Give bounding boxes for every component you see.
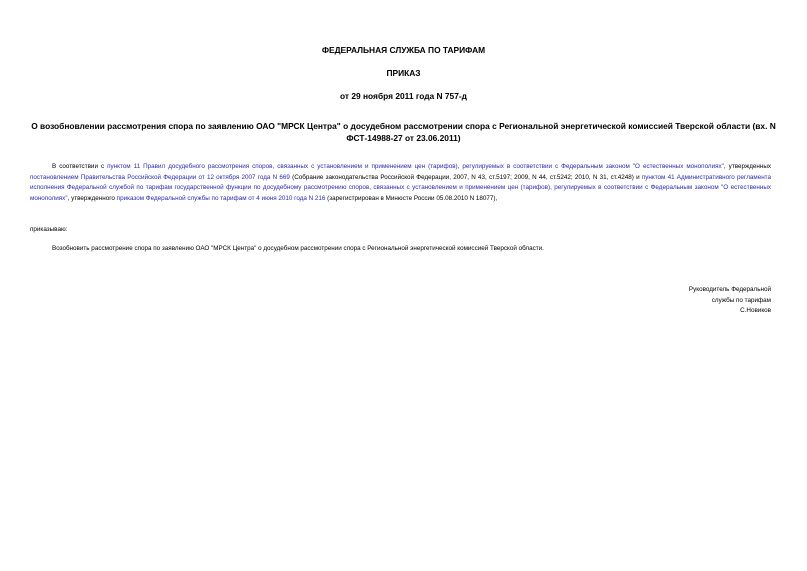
- preamble-text-4: , утвержденного: [67, 194, 117, 202]
- link-rules-clause-11[interactable]: пунктом 11 Правил досудебного рассмотрения споров, связанных с установлением и применением цен (тарифов), регулируемых в соответствии с Федеральным законом "О естественных монополиях": [107, 163, 724, 170]
- signatory-name: С.Новиков: [740, 307, 771, 314]
- signature-position-line-1: Руководитель Федеральной: [688, 286, 771, 293]
- preamble-text-5: (зарегистрирован в Минюсте России 05.08.2010 N 18077),: [325, 194, 498, 202]
- link-order-216[interactable]: приказом Федеральной службы по тарифам от 4 июня 2010 года N 216: [116, 194, 326, 202]
- document-type: ПРИКАЗ: [386, 68, 421, 78]
- preamble-text-3: (Собрание законодательства Российской Федерации, 2007, N 43, ст.5197; 2009, N 44, ст.5242; 2010, N 31, ст.4248) и: [289, 173, 642, 181]
- link-regulation-clause-41[interactable]: пунктом 41 Административного регламента исполнения Федеральной службой по тарифам государственной функции по досудебному рассмотрению споров, связанных с установлением и применением цен (тарифов), регулируемых в соответствии с Федеральным законом "О естественных монополиях": [30, 173, 771, 202]
- document-title: О возобновлении рассмотрения спора по заявлению ОАО "МРСК Центра" о досудебном рассмотрении спора с Региональной энергетической комиссией Тверской области (вх. N ФСТ-14988-27 от 23.06.2011): [31, 121, 776, 143]
- decree-word: приказываю:: [30, 226, 68, 233]
- preamble-text-2: , утвержденных: [723, 163, 771, 170]
- preamble-paragraph: [30, 162, 771, 204]
- resolution-paragraph: Возобновить рассмотрение спора по заявлению ОАО "МРСК Центра" о досудебном рассмотрении спора с Региональной энергетической комиссией Тверской области.: [52, 245, 544, 252]
- preamble-text-1: В соответствии с: [52, 163, 108, 170]
- document-date: от 29 ноября 2011 года N 757-д: [340, 91, 467, 101]
- agency-name: ФЕДЕРАЛЬНАЯ СЛУЖБА ПО ТАРИФАМ: [321, 45, 486, 55]
- link-government-resolution-669[interactable]: постановлением Правительства Российской Федерации от 12 октября 2007 года N 669: [30, 173, 290, 181]
- signature-block: [689, 285, 771, 317]
- signature-position-line-2: службы по тарифам: [711, 296, 771, 304]
